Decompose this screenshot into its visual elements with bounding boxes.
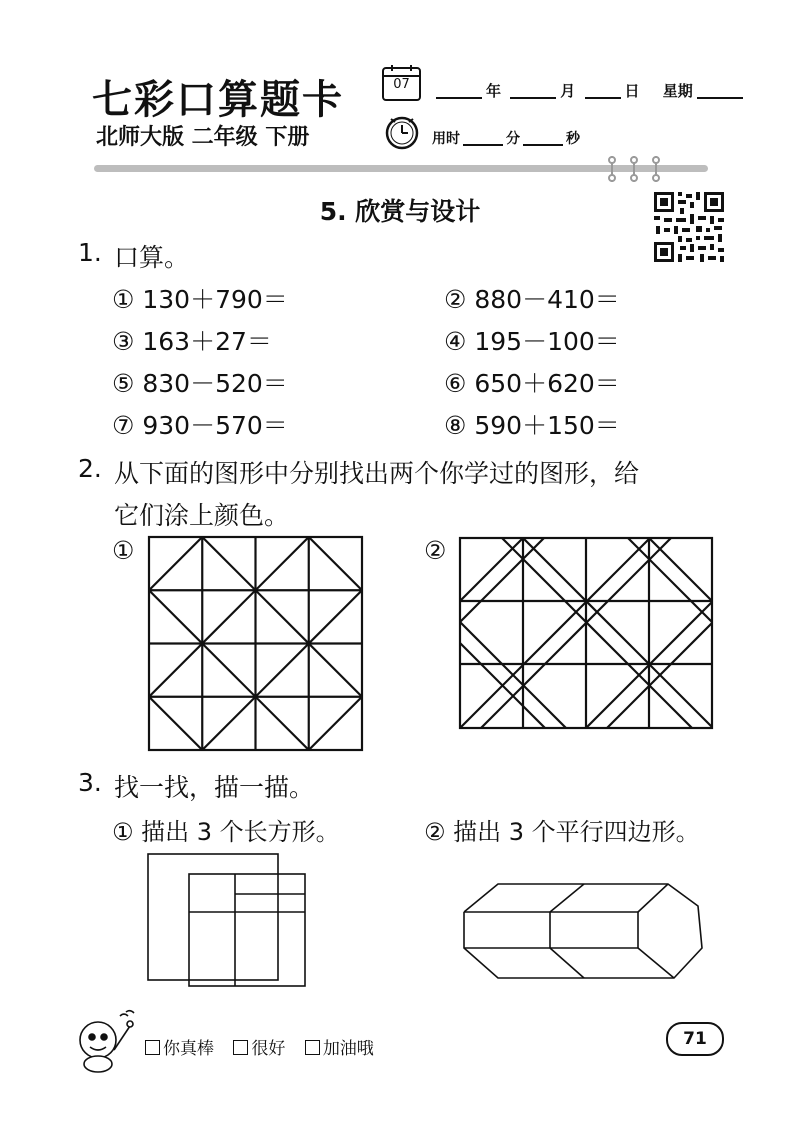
calc-marker: ① <box>112 285 135 314</box>
calc-marker: ② <box>444 285 467 314</box>
q1-number: 1. <box>78 238 102 267</box>
calc-marker: ⑥ <box>444 369 467 398</box>
weekday-blank[interactable] <box>697 97 743 99</box>
second-blank[interactable] <box>523 144 563 146</box>
q3-prompt: 找一找，描一描。 <box>114 773 315 802</box>
calc-marker: ③ <box>112 327 135 356</box>
calc-expr: 130＋790＝ <box>142 285 288 314</box>
calc-expr: 195－100＝ <box>474 327 620 356</box>
calc-expr: 830－520＝ <box>142 369 288 398</box>
rectangles-figure[interactable] <box>145 852 315 992</box>
calc-item-4[interactable] <box>444 322 620 358</box>
rating-option-great[interactable] <box>145 1039 214 1059</box>
rating-option-good[interactable] <box>233 1039 285 1059</box>
year-blank[interactable] <box>436 97 482 99</box>
q3-sub2: ② 描出 3 个平行四边形。 <box>424 818 700 846</box>
rating-label: 加油哦 <box>322 1039 374 1059</box>
calc-marker: ⑤ <box>112 369 135 398</box>
second-label: 秒 <box>566 131 580 147</box>
figure1-marker: ① <box>112 536 135 565</box>
self-rating <box>145 1034 388 1059</box>
checkbox[interactable] <box>233 1040 248 1055</box>
calc-item-1[interactable] <box>112 280 288 316</box>
minute-label: 分 <box>506 131 520 147</box>
calc-item-8[interactable] <box>444 406 620 442</box>
calendar-day: 07 <box>393 77 410 92</box>
rating-label: 很好 <box>251 1039 286 1059</box>
weekday-label: 星期 <box>662 82 693 100</box>
month-blank[interactable] <box>510 97 556 99</box>
day-label: 日 <box>624 82 640 100</box>
q2-prompt-line2: 它们涂上颜色。 <box>114 501 290 530</box>
mascot-icon <box>72 1010 142 1076</box>
lesson-title: 5. 欣赏与设计 <box>319 197 481 226</box>
time-line <box>432 128 580 148</box>
checkbox[interactable] <box>305 1040 320 1055</box>
time-prefix: 用时 <box>432 131 460 147</box>
q2-number: 2. <box>78 454 102 483</box>
rating-label: 你真棒 <box>163 1039 214 1059</box>
q2-prompt-line1: 从下面的图形中分别找出两个你学过的图形，给 <box>114 459 640 488</box>
figure2-marker: ② <box>424 536 447 565</box>
pattern-figure-1[interactable] <box>148 536 368 756</box>
calc-expr: 930－570＝ <box>142 411 288 440</box>
calc-item-5[interactable] <box>112 364 288 400</box>
date-line <box>432 80 747 101</box>
pattern-figure-2[interactable] <box>458 536 718 736</box>
page-number: 71 <box>666 1022 724 1056</box>
brand-title: 七彩口算题卡 <box>92 76 344 123</box>
calc-marker: ④ <box>444 327 467 356</box>
month-label: 月 <box>560 82 576 100</box>
calc-expr: 880－410＝ <box>474 285 620 314</box>
calc-item-2[interactable] <box>444 280 620 316</box>
clock-icon <box>384 114 420 150</box>
calendar-icon <box>382 64 422 102</box>
rating-option-keep-going[interactable] <box>305 1039 374 1059</box>
calc-item-6[interactable] <box>444 364 620 400</box>
calc-marker: ⑦ <box>112 411 135 440</box>
calc-item-3[interactable] <box>112 322 272 358</box>
q3-number: 3. <box>78 768 102 797</box>
year-label: 年 <box>486 82 502 100</box>
parallelograms-figure[interactable] <box>458 880 718 990</box>
calc-expr: 590＋150＝ <box>474 411 620 440</box>
calc-marker: ⑧ <box>444 411 467 440</box>
checkbox[interactable] <box>145 1040 160 1055</box>
calc-expr: 650＋620＝ <box>474 369 620 398</box>
divider-beads <box>600 154 670 184</box>
calc-item-7[interactable] <box>112 406 288 442</box>
day-blank[interactable] <box>585 97 621 99</box>
calc-expr: 163＋27＝ <box>142 327 272 356</box>
q1-prompt: 口算。 <box>114 243 190 272</box>
minute-blank[interactable] <box>463 144 503 146</box>
q3-sub1: ① 描出 3 个长方形。 <box>112 818 340 846</box>
edition-label: 北师大版 二年级 下册 <box>96 125 310 150</box>
